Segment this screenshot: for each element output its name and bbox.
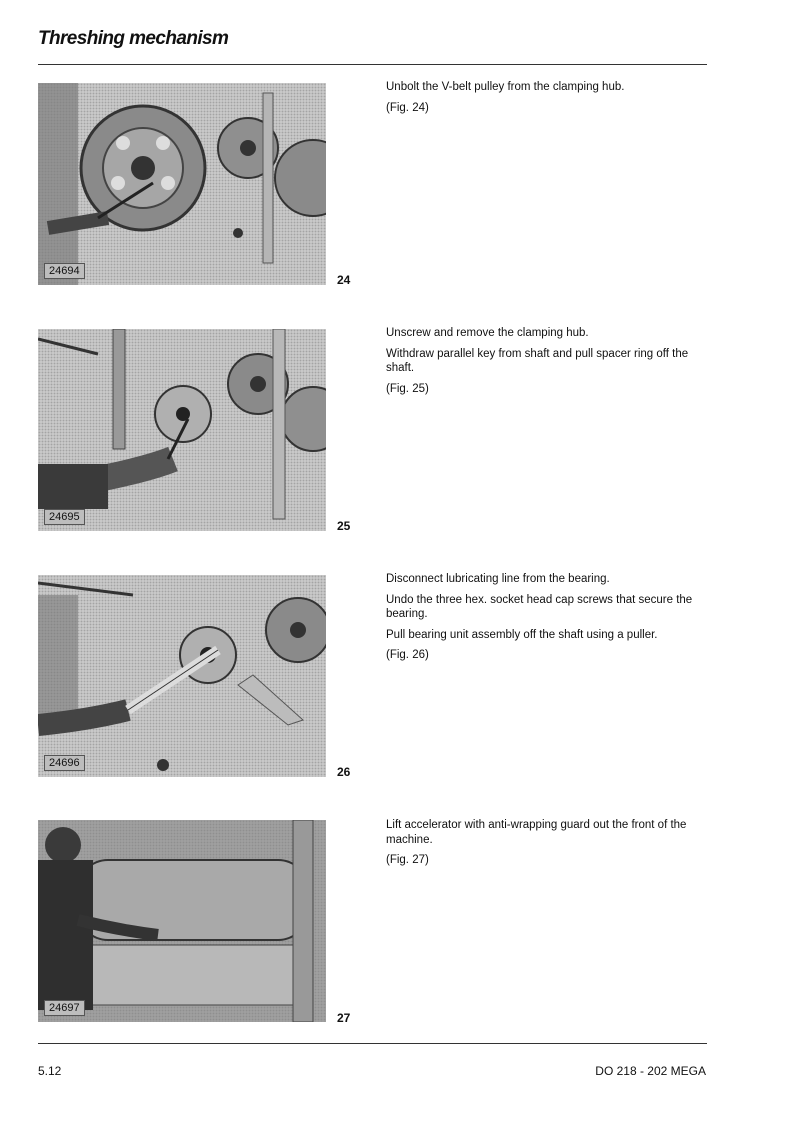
figure-number: 26 [337,765,351,779]
photo-id-label: 24697 [44,1000,85,1016]
accelerator-photo-illustration [38,820,326,1022]
photo-id-label: 24695 [44,509,85,525]
figure-number: 24 [337,273,351,287]
figure-number: 27 [337,1011,351,1025]
photo-id-label: 24696 [44,755,85,771]
hub-photo-illustration [38,329,326,531]
instruction-text: Withdraw parallel key from shaft and pull spacer ring off the shaft. [386,347,689,374]
instruction-block [386,326,708,402]
footer-divider [38,1043,707,1044]
figure-reference: (Fig. 27) [386,854,429,866]
instruction-block [386,80,708,121]
photo-fig-25 [38,329,326,531]
bearing-photo-illustration [38,575,326,777]
instruction-text: Unscrew and remove the clamping hub. [386,327,589,339]
instruction-text: Pull bearing unit assembly off the shaft using a puller. [386,628,658,641]
figure-number: 25 [337,519,351,533]
document-id: DO 218 - 202 MEGA [595,1064,706,1078]
photo-fig-26 [38,575,326,777]
header-divider [38,64,707,65]
instruction-text: Unbolt the V-belt pulley from the clamping hub. [386,81,625,93]
instruction-text: Undo the three hex. socket head cap screws that secure the bearing. [386,593,693,620]
instruction-block [386,572,708,669]
photo-fig-27 [38,820,326,1022]
page-title: Threshing mechanism [38,28,229,49]
instruction-text: Lift accelerator with anti-wrapping guard out the front of the machine. [386,819,687,846]
photo-id-label: 24694 [44,263,85,279]
pulley-photo-illustration [38,83,326,285]
figure-reference: (Fig. 24) [386,101,429,114]
photo-fig-24 [38,83,326,285]
instruction-text: Disconnect lubricating line from the bearing. [386,573,610,585]
figure-reference: (Fig. 26) [386,649,429,661]
instruction-block [386,818,708,874]
page-number: 5.12 [38,1064,62,1078]
figure-reference: (Fig. 25) [386,382,429,395]
